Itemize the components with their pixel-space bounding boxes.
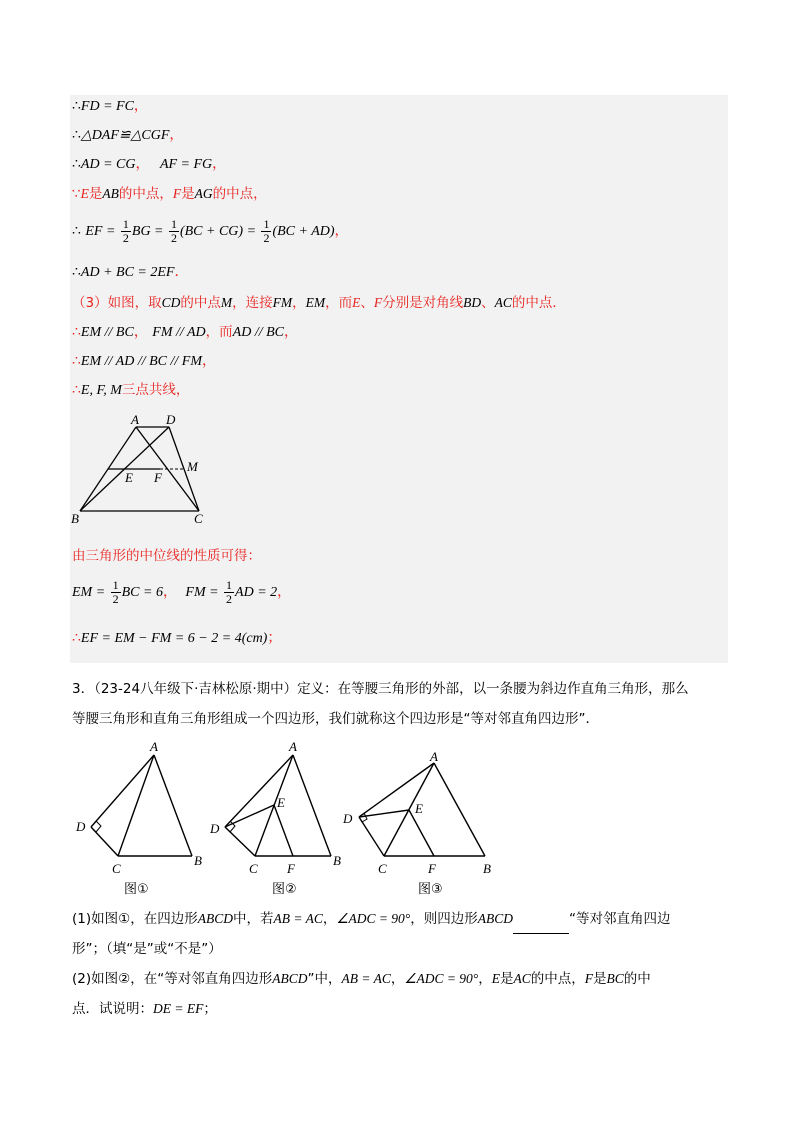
num: 1: [112, 577, 119, 592]
expr: DE = EF: [153, 1001, 204, 1016]
text: 的中: [623, 971, 651, 987]
expr: AD = 2: [235, 585, 278, 600]
var: E: [352, 295, 361, 310]
label-F: F: [287, 861, 295, 875]
text: ，: [478, 971, 492, 987]
label-D: D: [166, 412, 176, 427]
var: BD: [463, 295, 482, 310]
var: F: [373, 295, 383, 310]
var: E: [491, 971, 500, 986]
question-3-part-1: [72, 904, 732, 964]
expr: BC = 6: [121, 585, 163, 600]
num: 1: [226, 577, 233, 592]
text: ，而: [205, 324, 233, 340]
var: AG: [194, 186, 213, 201]
because-symbol: ∵: [72, 186, 81, 202]
trapezoid-figure: [70, 412, 210, 527]
text: ”中，: [307, 971, 342, 987]
therefore-symbol: ∴: [72, 264, 81, 280]
var: ABCD: [272, 971, 308, 986]
expr: EM =: [72, 585, 106, 600]
expr: (BC + CG) =: [179, 224, 257, 239]
text: (2)如图②，在“等对邻直角四边形: [72, 971, 273, 987]
text: 三点共线，: [121, 382, 190, 398]
expr: FM // AD: [152, 325, 206, 340]
question-3-part-2: [72, 964, 732, 1024]
punct: ，: [284, 324, 299, 340]
text: 的中点，: [530, 971, 585, 987]
figure-3: [340, 735, 505, 875]
num: 1: [170, 216, 177, 231]
equation: AD = CG: [80, 157, 136, 172]
solution-line-8: [72, 322, 298, 343]
solution-line-1: [72, 96, 148, 117]
var: ABCD: [477, 911, 513, 926]
text: ，: [292, 295, 306, 311]
var: F: [172, 186, 182, 201]
text: 由三角形的中位线的性质可得：: [72, 548, 261, 564]
num: 1: [122, 216, 129, 231]
label-C: C: [378, 861, 387, 875]
expr: AB = AC: [273, 911, 323, 926]
label-E: E: [125, 470, 133, 485]
var: ABCD: [197, 911, 233, 926]
den: 2: [170, 230, 177, 245]
text: 分别是对角线: [382, 295, 464, 311]
intro-line-1: 3．（23-24八年级下·吉林松原·期中）定义：在等腰三角形的外部，以一条腰为斜边作直角三角形，那么: [72, 681, 689, 697]
var: AC: [494, 295, 512, 310]
expr: BG =: [131, 224, 164, 239]
text: 是: [499, 971, 514, 987]
text: 是: [592, 971, 607, 987]
var: FM: [272, 295, 293, 310]
expr: AD // BC: [232, 325, 285, 340]
solution-line-3: [72, 154, 226, 175]
label-C: C: [112, 861, 121, 875]
label-A: A: [131, 412, 139, 427]
text: （3）如图，取: [72, 295, 162, 311]
text: ，而: [325, 295, 353, 311]
therefore-symbol: ∴: [72, 127, 81, 143]
fraction-half: [111, 579, 121, 606]
intro-line-2: 等腰三角形和直角三角形组成一个四边形，我们就称这个四边形是“等对邻直角四边形”．: [72, 711, 599, 727]
var: AB: [102, 186, 119, 201]
figure-2: [205, 735, 350, 875]
punct: ，: [133, 98, 148, 114]
solution-line-12: [72, 577, 291, 608]
expr: AD + BC = 2EF: [80, 265, 175, 280]
solution-line-9: [72, 351, 216, 372]
text: 的中点，: [212, 186, 267, 202]
label-B: B: [71, 511, 79, 526]
label-D: D: [210, 821, 220, 836]
label-A: A: [289, 739, 297, 754]
solution-line-5: [72, 216, 349, 247]
solution-line-11: [72, 546, 261, 566]
solution-line-10: [72, 380, 189, 401]
text: ，: [322, 911, 337, 927]
text: 点．试说明：: [72, 1001, 153, 1017]
part-2-line-2: [72, 994, 732, 1024]
label-F: F: [154, 470, 162, 485]
fraction-half: [224, 579, 234, 606]
expr: ∠ADC = 90°: [404, 971, 479, 986]
den: 2: [263, 230, 270, 245]
label-A: A: [430, 749, 438, 764]
label-A: A: [150, 739, 158, 754]
den: 2: [112, 591, 119, 606]
text: 中，若: [232, 911, 274, 927]
solution-line-13: [72, 628, 281, 649]
text: ，: [390, 971, 405, 987]
punct: ；: [267, 630, 282, 646]
answer-blank[interactable]: [513, 919, 569, 934]
part-2-line-1: [72, 964, 732, 994]
therefore-symbol: ∴: [72, 630, 81, 646]
expr: EF = EM − FM = 6 − 2 = 4(cm): [80, 631, 268, 646]
therefore-symbol: ∴: [72, 382, 81, 398]
label-E: E: [277, 795, 285, 810]
punct: ，: [212, 156, 227, 172]
text: “等对邻直角四边: [568, 911, 671, 927]
text: 是: [88, 186, 103, 202]
figure-1-caption: 图①: [124, 882, 149, 897]
punct: ，: [162, 584, 177, 600]
text: 的中点．: [511, 295, 566, 311]
den: 2: [122, 230, 129, 245]
label-D: D: [343, 811, 353, 826]
fraction-half: [121, 218, 131, 245]
expr: ∠ADC = 90°: [336, 911, 411, 926]
text: ；: [203, 1001, 217, 1017]
expr: AB = AC: [341, 971, 391, 986]
punct: ，: [334, 223, 349, 239]
den: 2: [226, 591, 233, 606]
solution-line-4: [72, 184, 267, 204]
figure-1: [70, 735, 210, 875]
var: M: [220, 295, 233, 310]
fraction-half: [261, 218, 271, 245]
punct: ，: [202, 353, 216, 369]
punct: ，: [133, 324, 148, 340]
figure-3-caption: 图③: [418, 882, 443, 897]
var: BC: [606, 971, 624, 986]
var: AC: [513, 971, 531, 986]
label-C: C: [194, 511, 203, 526]
label-M: M: [187, 459, 198, 474]
text: 、: [360, 295, 374, 311]
text: 是: [181, 186, 195, 202]
solution-line-6: [72, 262, 188, 283]
equation: FD = FC: [80, 99, 134, 114]
therefore-symbol: ∴: [72, 223, 81, 239]
var: EM: [305, 295, 326, 310]
therefore-symbol: ∴: [72, 156, 81, 172]
solution-line-2: [72, 125, 183, 146]
therefore-symbol: ∴: [72, 98, 81, 114]
label-F: F: [428, 861, 436, 875]
var: F: [584, 971, 593, 986]
expr: EM // BC: [80, 325, 134, 340]
label-B: B: [483, 861, 491, 875]
text: 、: [481, 295, 495, 311]
equation: AF = FG: [159, 157, 213, 172]
var: CD: [161, 295, 181, 310]
fraction-half: [169, 218, 179, 245]
text: (1)如图①，在四边形: [72, 911, 198, 927]
text: 的中点，: [118, 186, 173, 202]
congruence: △DAF≌△CGF: [80, 128, 170, 143]
expr: (BC + AD): [272, 224, 335, 239]
expr: E, F, M: [80, 383, 122, 398]
therefore-symbol: ∴: [72, 324, 81, 340]
part-1-line-2: 形”；（填“是”或“不是”）: [72, 941, 222, 957]
punct: ，: [169, 127, 184, 143]
question-3-intro: [72, 674, 732, 734]
text: ，连接: [232, 295, 273, 311]
figure-2-caption: 图②: [272, 882, 297, 897]
label-B: B: [194, 853, 202, 868]
label-E: E: [415, 801, 423, 816]
label-C: C: [249, 861, 258, 875]
expr: EM // AD // BC // FM: [80, 354, 202, 369]
punct: ，: [135, 156, 150, 172]
text: 的中点: [180, 295, 221, 311]
part-1-line-1: [72, 904, 732, 934]
var: E: [80, 186, 89, 201]
punct: ．: [174, 264, 189, 280]
expr: FM =: [185, 585, 219, 600]
num: 1: [263, 216, 270, 231]
label-B: B: [333, 853, 341, 868]
therefore-symbol: ∴: [72, 353, 81, 369]
label-D: D: [76, 819, 86, 834]
text: ，则四边形: [410, 911, 478, 927]
expr: EF =: [85, 224, 116, 239]
solution-line-7: [72, 293, 566, 313]
punct: ，: [277, 584, 292, 600]
